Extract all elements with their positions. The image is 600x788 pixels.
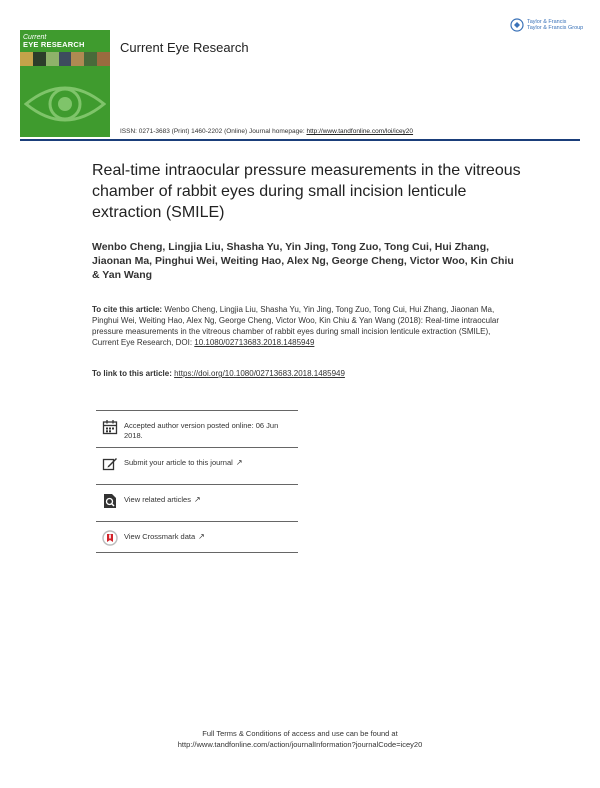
submit-article-link[interactable]: Submit your article to this journal: [124, 458, 233, 467]
journal-cover: [20, 30, 110, 137]
related-articles-row[interactable]: [96, 484, 298, 521]
crossmark-icon: [102, 530, 118, 546]
external-link-icon: ↗: [193, 495, 201, 504]
journal-name: Current Eye Research: [120, 40, 249, 55]
publisher-logo: [510, 18, 583, 32]
external-link-icon: ↗: [198, 532, 205, 541]
document-search-icon: [102, 493, 118, 509]
cover-photo-tile: [97, 52, 110, 66]
edit-pencil-icon: [102, 456, 118, 472]
cover-photo-tile: [33, 52, 46, 66]
cover-photo-tile: [71, 52, 84, 66]
header-divider: [20, 139, 580, 141]
crossmark-row[interactable]: [96, 521, 298, 553]
article-link-label: To link to this article:: [92, 369, 175, 378]
footer-terms-link[interactable]: http://www.tandfonline.com/action/journalInformation?journalCode=icey20: [177, 740, 423, 749]
issn-line: [120, 128, 413, 135]
cover-title-line1: Current: [23, 34, 47, 41]
submit-article-row[interactable]: [96, 447, 298, 484]
footer: [0, 728, 600, 750]
calendar-icon: [102, 419, 118, 435]
cover-photo-tile: [20, 52, 33, 66]
footer-terms-text: Full Terms & Conditions of access and use can be found at: [202, 729, 398, 738]
accepted-row: [96, 410, 298, 447]
external-link-icon: ↗: [235, 458, 243, 467]
cover-photo-tile: [84, 52, 97, 66]
issn-text: ISSN: 0271-3683 (Print) 1460-2202 (Online) Journal homepage:: [120, 128, 307, 135]
article-doi-link[interactable]: https://doi.org/10.1080/02713683.2018.1485949: [174, 369, 345, 378]
crossmark-link[interactable]: View Crossmark data: [124, 532, 196, 541]
related-articles-link[interactable]: View related articles: [124, 495, 191, 504]
cover-photo-tile: [46, 52, 59, 66]
citation-doi: 10.1080/02713683.2018.1485949: [194, 338, 315, 347]
publisher-emblem-icon: [510, 18, 524, 32]
publisher-name: Taylor & Francis: [527, 18, 567, 25]
cover-title: [23, 34, 108, 49]
author-list: Wenbo Cheng, Lingjia Liu, Shasha Yu, Yin Jing, Tong Zuo, Tong Cui, Hui Zhang, Jiaonan Ma, Pinghui Wei, Weiting Hao, Alex Ng, George Cheng, Victor Woo, Kin Chiu & Yan Wang: [92, 241, 514, 281]
citation-text: Wenbo Cheng, Lingjia Liu, Shasha Yu, Yin Jing, Tong Zuo, Tong Cui, Hui Zhang, Jiaonan Ma, Pinghui Wei, Weiting Hao, Alex Ng, George Cheng, Victor Woo, Kin Chiu & Yan Wang (2018): Real-time intraocular pressure measurements in the vitreous chamber of rabbit eyes during small incision lenticule extraction (SMILE), Current Eye Research, DOI:: [92, 305, 500, 347]
citation-block: [92, 304, 512, 348]
cover-photo-tile: [59, 52, 72, 66]
article-link-line: [92, 369, 345, 378]
publisher-group: Taylor & Francis Group: [527, 25, 584, 31]
article-actions-box: [96, 410, 298, 553]
journal-homepage-link[interactable]: http://www.tandfonline.com/loi/icey20: [306, 128, 414, 135]
cover-eye-graphic: [24, 76, 106, 132]
cover-title-line2: EYE RESEARCH: [23, 40, 85, 49]
cover-photo-strip: [20, 52, 110, 66]
citation-label: To cite this article:: [92, 305, 165, 314]
accepted-text: Accepted author version posted online: 06 Jun 2018.: [124, 421, 279, 440]
article-title: Real-time intraocular pressure measurements in the vitreous chamber of rabbit eyes during small incision lenticule extraction (SMILE): [92, 162, 521, 221]
